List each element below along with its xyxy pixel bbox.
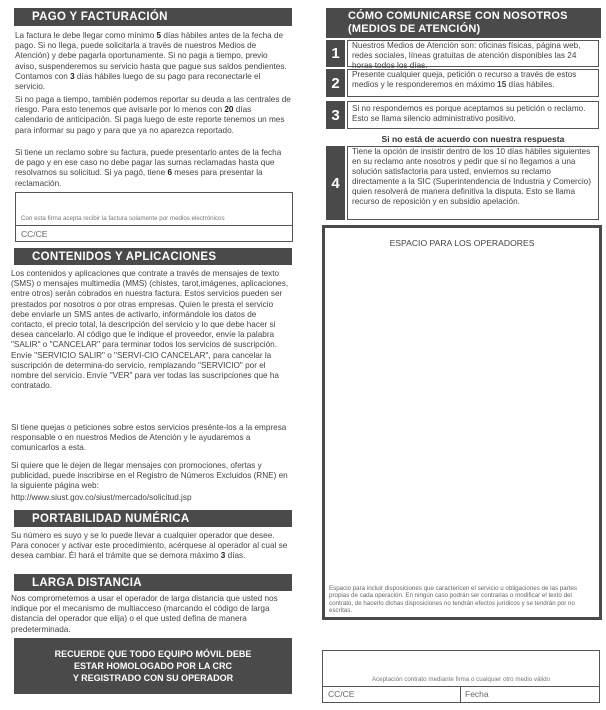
operadores-title: ESPACIO PARA LOS OPERADORES (389, 238, 535, 248)
aceptacion-vertical-divider (460, 686, 461, 703)
firma-divider (16, 225, 292, 226)
recuerde-line-1: RECUERDE QUE TODO EQUIPO MÓVIL DEBE (54, 649, 252, 659)
pago-header (14, 8, 292, 26)
comunicarse-title-line-1: CÓMO COMUNICARSE CON NOSOTROS (348, 10, 568, 22)
portabilidad-paragraph: Su número es suyo y se lo puede llevar a cualquier operador que desee. Para conocer y activar este procedimiento, acérquese al operador al cual se desea cambiar. Él hará el trámite que se demora máximo 3 días. (11, 531, 288, 561)
step-1-text: Nuestros Medios de Atención son: oficinas físicas, página web, redes sociales, líneas gratuitas de atención disponibles las 24 horas todos los días. (352, 41, 581, 71)
recuerde-line-2: ESTAR HOMOLOGADO POR LA CRC (74, 661, 232, 671)
pago-title: PAGO Y FACTURACIÓN (32, 11, 168, 23)
larga-distancia-title: LARGA DISTANCIA (32, 576, 142, 589)
contenidos-paragraph-2: Si tiene quejas o peticiones sobre estos servicios presénte-los a la empresa responsable o en nuestros Medios de Atención y le ayudaremos a comunicarlos a esta. (11, 423, 287, 453)
pago-paragraph-3: Si tiene un reclamo sobre su factura, puede presentarlo antes de la fecha de pago y en ese caso no debe pagar las sumas reclamadas hasta que resolvamos su solicitud. Si ya pagó, tiene 6 meses para presentar la reclamación. (15, 148, 282, 188)
comunicarse-header (326, 8, 601, 38)
step-number-4: 4 (326, 146, 345, 220)
step-4-text: Tiene la opción de insistir dentro de los 10 días hábiles siguientes en su reclamo ante nosotros y pedir que si no llegamos a una solución satisfactoria para usted, enviemos su reclamo directamente a la SIC (Superintendencia de Industria y Comercio) quien resolverá de manera definitiva la disputa. Esto se llama recurso de reposición y en subsidio apelación. (352, 147, 591, 207)
operadores-note: Espacio para incluir disposiciones que caractericen el servicio u obligaciones de las partes propias de cada operación. En ningún caso podrán ser contrarias o modificar el texto del contrato, de hacerlo dichas disposiciones no tendrán efectos jurídicos y se tendrán por no escritas. (329, 585, 577, 614)
aceptacion-cc-label: CC/CE (328, 689, 355, 699)
step-4-box (347, 146, 599, 220)
recuerde-banner (14, 638, 292, 694)
step-number-3: 3 (326, 101, 345, 129)
aceptacion-divider (323, 686, 599, 687)
contenidos-title: CONTENIDOS Y APLICACIONES (32, 250, 217, 263)
portabilidad-header (14, 510, 292, 527)
firma-electronica-box[interactable] (15, 192, 293, 242)
step-3-text: Si no respondemos es porque aceptamos su petición o reclamo. Esto se llama silencio administrativo positivo. (352, 104, 586, 124)
aceptacion-box[interactable] (322, 650, 600, 703)
pago-paragraph-2: Si no paga a tiempo, también podemos reportar su deuda a las centrales de riesgo. Para esto tenemos que avisarle por lo menos con 20 días calendario de anticipación. Si paga luego de este reporte tenemos un mes para informar su pago y para que ya no aparezca reportado. (15, 95, 291, 135)
portabilidad-title: PORTABILIDAD NUMÉRICA (32, 512, 190, 525)
step-2-box: Presente cualquier queja, petición o recurso a través de estos medios y le responderemos en máximo 15 días hábiles. (347, 69, 599, 97)
larga-distancia-paragraph: Nos comprometemos a usar el operador de larga distancia que usted nos indique por el mecanismo de multiacceso (marcando el código de larga distancia del operador que elija) o el que usted defina de manera predeterminada. (11, 594, 278, 634)
rne-link[interactable]: http://www.siust.gov.co/siust/mercado/solicitud.jsp (11, 493, 192, 502)
contenidos-paragraph-3: Si quiere que le dejen de llegar mensajes con promociones, ofertas y publicidad, puede inscribirse en el Registro de Números Excluidos (RNE) en la siguiente página web: (11, 461, 288, 491)
comunicarse-title-line-2: (MEDIOS DE ATENCIÓN) (348, 23, 481, 35)
no-acuerdo-label: Si no está de acuerdo con nuestra respuesta (381, 134, 565, 144)
contenidos-paragraph-1: Los contenidos y aplicaciones que contrate a través de mensajes de texto (SMS) o mensajes multimedia (MMS) (chistes, tarot,imágenes, aplicaciones, entre otros) serán cobrados en nuestra factura. Estos servicios pueden ser prestados por nosotros o por otras empresas. Quien le presta el servicio debe enviarle un SMS antes de activarlo, informándole los datos de contacto, el precio total, la descripción del servicio y lo que debe hacer si desea cancelarlo. Al código que le indique el proveedor, envíe la palabra "SALIR" o "CANCELAR" para terminar todos los servicios de suscripción. Envíe "SERVICIO SALIR" o "SERVI-CIO CANCELAR", para cancelar la suscripción de determina-do servicio, remplazando "SERVICIO" por el nombre del servicio. Envíe "VER" para ver todas las suscripciones que ha contratado. (11, 269, 289, 391)
aceptacion-fecha-label: Fecha (465, 689, 489, 699)
firma-electronica-text: Con esta firma acepta recibir la factura solamente por medios electrónicos (21, 215, 225, 222)
aceptacion-text: Aceptación contrato mediante firma o cualquier otro medio válido (371, 676, 551, 683)
pago-paragraph-1: La factura le debe llegar como mínimo 5 días hábiles antes de la fecha de pago. Si no llega, puede solicitarla a través de nuestros Medios de Atención) y debe pagarla oportunamente. Si no paga a tiempo, previo aviso, suspenderemos su servicio hasta que pague sus saldos pendientes. Contamos con 3 días hábiles luego de su pago para reconectarle el servicio. (15, 31, 287, 92)
step-3-box (347, 101, 599, 129)
firma-cc-label: CC/CE (21, 229, 48, 239)
step-number-1: 1 (326, 40, 345, 67)
recuerde-line-3: Y REGISTRADO CON SU OPERADOR (72, 673, 234, 683)
contenidos-header (14, 248, 292, 265)
step-number-2: 2 (326, 69, 345, 97)
operadores-box (322, 225, 602, 620)
larga-distancia-header (14, 574, 292, 591)
step-1-box (347, 40, 599, 71)
